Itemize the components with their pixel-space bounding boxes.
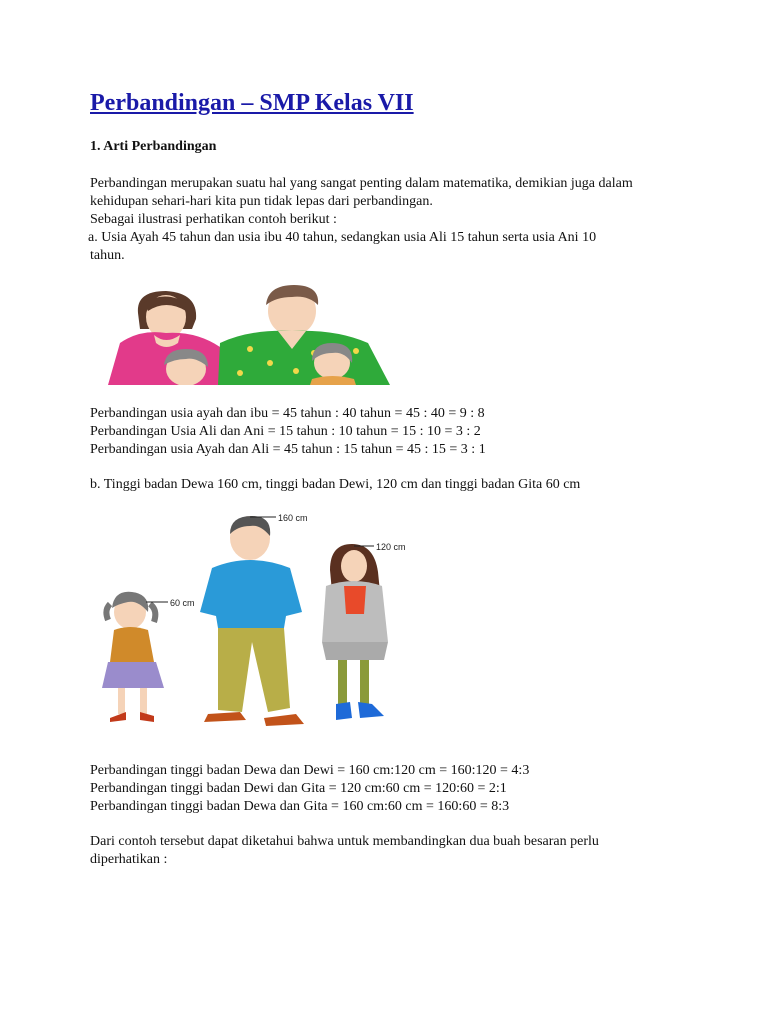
text-line: Perbandingan merupakan suatu hal yang sangat penting dalam matematika, demikian juga dalam bbox=[90, 176, 633, 191]
text-line: Perbandingan Usia Ali dan Ani = 15 tahun : 10 tahun = 15 : 10 = 3 : 2 bbox=[90, 424, 481, 439]
example-b-results bbox=[90, 762, 690, 816]
example-b-intro bbox=[90, 476, 690, 494]
family-illustration bbox=[100, 283, 405, 385]
text-line: Perbandingan tinggi badan Dewa dan Dewi = 160 cm:120 cm = 160:120 = 4:3 bbox=[90, 763, 530, 778]
gita-height-label: 60 cm bbox=[170, 598, 195, 608]
boy-figure bbox=[164, 349, 208, 385]
text-line: b. Tinggi badan Dewa 160 cm, tinggi badan Dewi, 120 cm dan tinggi badan Gita 60 cm bbox=[90, 477, 581, 492]
dewa-figure bbox=[200, 516, 304, 726]
conclusion-paragraph bbox=[90, 833, 690, 869]
dewa-height-label: 160 cm bbox=[278, 513, 308, 523]
text-line: Sebagai ilustrasi perhatikan contoh berikut : bbox=[90, 212, 337, 227]
text-line: diperhatikan : bbox=[90, 852, 168, 867]
intro-paragraph bbox=[90, 175, 690, 265]
text-line: a. Usia Ayah 45 tahun dan usia ibu 40 tahun, sedangkan usia Ali 15 tahun serta usia Ani 10 bbox=[88, 230, 597, 245]
text-line: tahun. bbox=[90, 248, 125, 263]
text-line: Perbandingan usia ayah dan ibu = 45 tahun : 40 tahun = 45 : 40 = 9 : 8 bbox=[90, 406, 485, 421]
dewi-height-label: 120 cm bbox=[376, 542, 406, 552]
father-figure bbox=[218, 285, 390, 385]
text-line: Perbandingan usia Ayah dan Ali = 45 tahun : 15 tahun = 45 : 15 = 3 : 1 bbox=[90, 442, 486, 457]
text-line: Dari contoh tersebut dapat diketahui bahwa untuk membandingkan dua buah besaran perlu bbox=[90, 834, 599, 849]
girl-figure bbox=[310, 343, 356, 385]
text-line: Perbandingan tinggi badan Dewi dan Gita = 120 cm:60 cm = 120:60 = 2:1 bbox=[90, 781, 507, 796]
section-heading: 1. Arti Perbandingan bbox=[90, 139, 217, 154]
text-line: kehidupan sehari-hari kita pun tidak lepas dari perbandingan. bbox=[90, 194, 433, 209]
dewi-figure bbox=[322, 544, 388, 720]
gita-figure bbox=[102, 592, 164, 722]
heights-illustration bbox=[100, 512, 440, 740]
text-line: Perbandingan tinggi badan Dewa dan Gita = 160 cm:60 cm = 160:60 = 8:3 bbox=[90, 799, 510, 814]
example-a-results bbox=[90, 405, 690, 459]
page-title: Perbandingan – SMP Kelas VII bbox=[90, 90, 414, 116]
